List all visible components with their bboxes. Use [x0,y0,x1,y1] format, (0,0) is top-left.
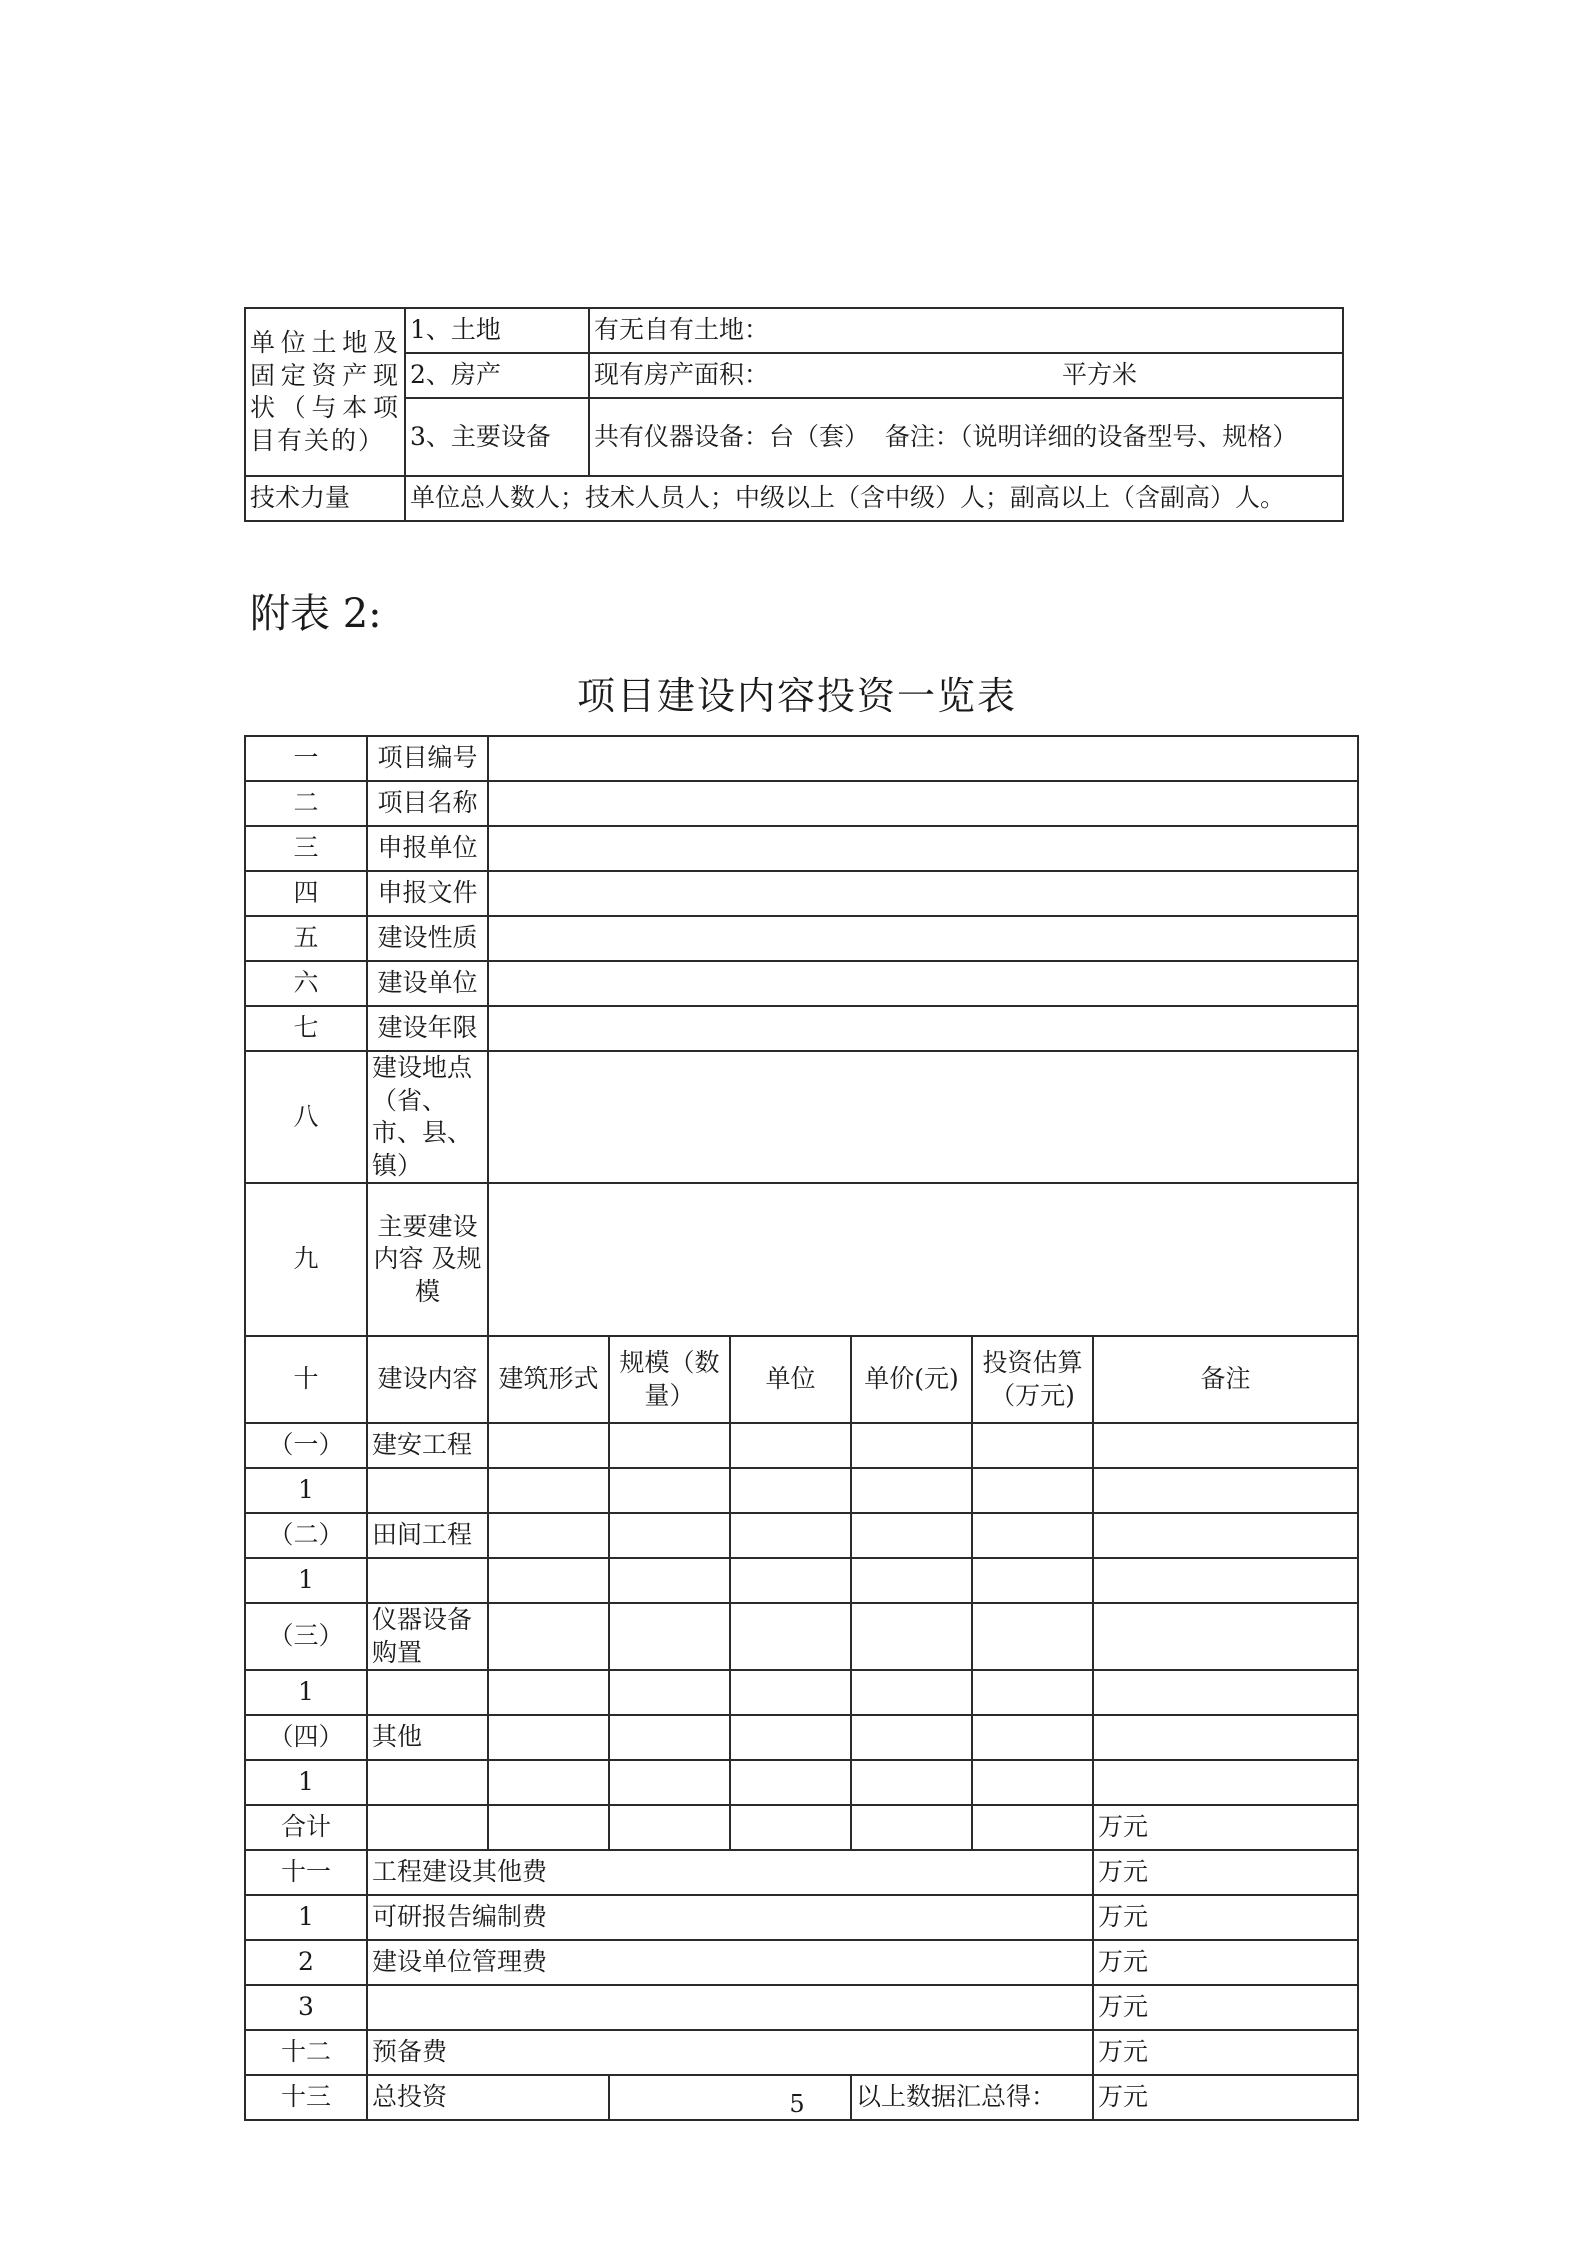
fee-row [245,2030,1358,2075]
table-row [245,1670,1358,1715]
info-row [245,826,1358,871]
row-label: 工程建设其他费 [367,1850,1093,1895]
table-row [245,1760,1358,1805]
row-label: 仪器设备购置 [367,1603,488,1670]
fee-row [245,1850,1358,1895]
info-row [245,961,1358,1006]
land-label: 1、土地 [405,308,589,353]
page-number: 5 [789,2090,805,2118]
land-value: 有无自有土地： [589,308,1343,353]
table2-title: 项目建设内容投资一览表 [576,674,1017,718]
house-unit: 平方米 [1061,360,1137,390]
row-number: 四 [245,871,367,916]
total-unit: 万元 [1093,1805,1358,1850]
summary-label: 以上数据汇总得： [851,2075,1093,2120]
row-value [488,781,1358,826]
row-number: 二 [245,781,367,826]
header-invest: 投资估算（万元) [972,1336,1093,1423]
row-value [488,961,1358,1006]
header-number: 十 [245,1336,367,1423]
row-unit: 万元 [1093,1850,1358,1895]
row-number: 1 [245,1670,367,1715]
house-value-cell [589,353,1343,398]
row-number: （二） [245,1513,367,1558]
row-number: 1 [245,1558,367,1603]
row-number: 十二 [245,2030,367,2075]
info-row [245,736,1358,781]
row-value [488,1183,1358,1336]
row-label: 申报单位 [367,826,488,871]
row-label: 建设单位管理费 [367,1940,1093,1985]
unit-status-table [244,307,1344,522]
location-row [245,1051,1358,1183]
row-value [488,1051,1358,1183]
header-content: 建设内容 [367,1336,488,1423]
tech-label: 技术力量 [245,476,405,521]
row-number: 1 [245,1760,367,1805]
row-unit: 万元 [1093,1895,1358,1940]
row-number: 七 [245,1006,367,1051]
table-row [245,1603,1358,1670]
row-number: 十三 [245,2075,367,2120]
row-label: 主要建设内容 及规模 [367,1183,488,1336]
header-remark: 备注 [1093,1336,1358,1423]
row-label: 项目编号 [367,736,488,781]
row-number: （三） [245,1603,367,1670]
row-number: 1 [245,1895,367,1940]
house-label: 2、房产 [405,353,589,398]
equipment-label: 3、主要设备 [405,398,589,476]
appendix-label: 附表 2: [250,591,382,637]
house-value: 现有房产面积： [594,360,770,390]
header-unit: 单位 [730,1336,851,1423]
row-label: 可研报告编制费 [367,1895,1093,1940]
row-label [367,1670,488,1715]
table-row [245,1558,1358,1603]
total-row [245,1805,1358,1850]
row-number: 八 [245,1051,367,1183]
row-unit: 万元 [1093,2030,1358,2075]
info-row [245,781,1358,826]
table-row [245,1513,1358,1558]
row-number: 十一 [245,1850,367,1895]
row-unit: 万元 [1093,1985,1358,2030]
row-label: 建设单位 [367,961,488,1006]
row-label: 总投资 [367,2075,609,2120]
row-number: 三 [245,826,367,871]
info-row [245,916,1358,961]
fee-row [245,1985,1358,2030]
main-content-row [245,1183,1358,1336]
row-value [488,736,1358,781]
row-label: 其他 [367,1715,488,1760]
row-label [367,1985,1093,2030]
column-header-row [245,1336,1358,1423]
row-label: 建设年限 [367,1006,488,1051]
row-number: 九 [245,1183,367,1336]
asset-status-label: 单位土地及固定资产现状（与本项目有关的） [245,308,405,476]
info-row [245,871,1358,916]
tech-value: 单位总人数人；技术人员人；中级以上（含中级）人；副高以上（含副高）人。 [405,476,1343,521]
header-price: 单价(元) [851,1336,972,1423]
total-label: 合计 [245,1805,367,1850]
row-number: 2 [245,1940,367,1985]
row-number: 五 [245,916,367,961]
row-label: 建安工程 [367,1423,488,1468]
fee-row [245,1895,1358,1940]
row-label: 预备费 [367,2030,1093,2075]
row-label: 田间工程 [367,1513,488,1558]
table-row [245,1715,1358,1760]
row-number: 六 [245,961,367,1006]
row-number: 1 [245,1468,367,1513]
row-label: 建设地点（省、市、县、镇） [367,1051,488,1183]
row-label [367,1558,488,1603]
row-label: 项目名称 [367,781,488,826]
info-row [245,1006,1358,1051]
row-number: （一） [245,1423,367,1468]
row-label: 申报文件 [367,871,488,916]
row-number: 3 [245,1985,367,2030]
row-number: 一 [245,736,367,781]
row-value [488,826,1358,871]
row-label [367,1468,488,1513]
header-form: 建筑形式 [488,1336,609,1423]
row-label: 建设性质 [367,916,488,961]
row-unit: 万元 [1093,1940,1358,1985]
fee-row [245,1940,1358,1985]
table-row [245,1423,1358,1468]
row-value [488,916,1358,961]
equipment-value: 共有仪器设备：台（套） 备注：（说明详细的设备型号、规格） [589,398,1343,476]
header-scale: 规模（数量） [609,1336,730,1423]
row-number: （四） [245,1715,367,1760]
row-unit: 万元 [1093,2075,1358,2120]
row-value [488,1006,1358,1051]
table-row [245,1468,1358,1513]
investment-table [244,735,1359,2121]
row-value [488,871,1358,916]
row-label [367,1760,488,1805]
